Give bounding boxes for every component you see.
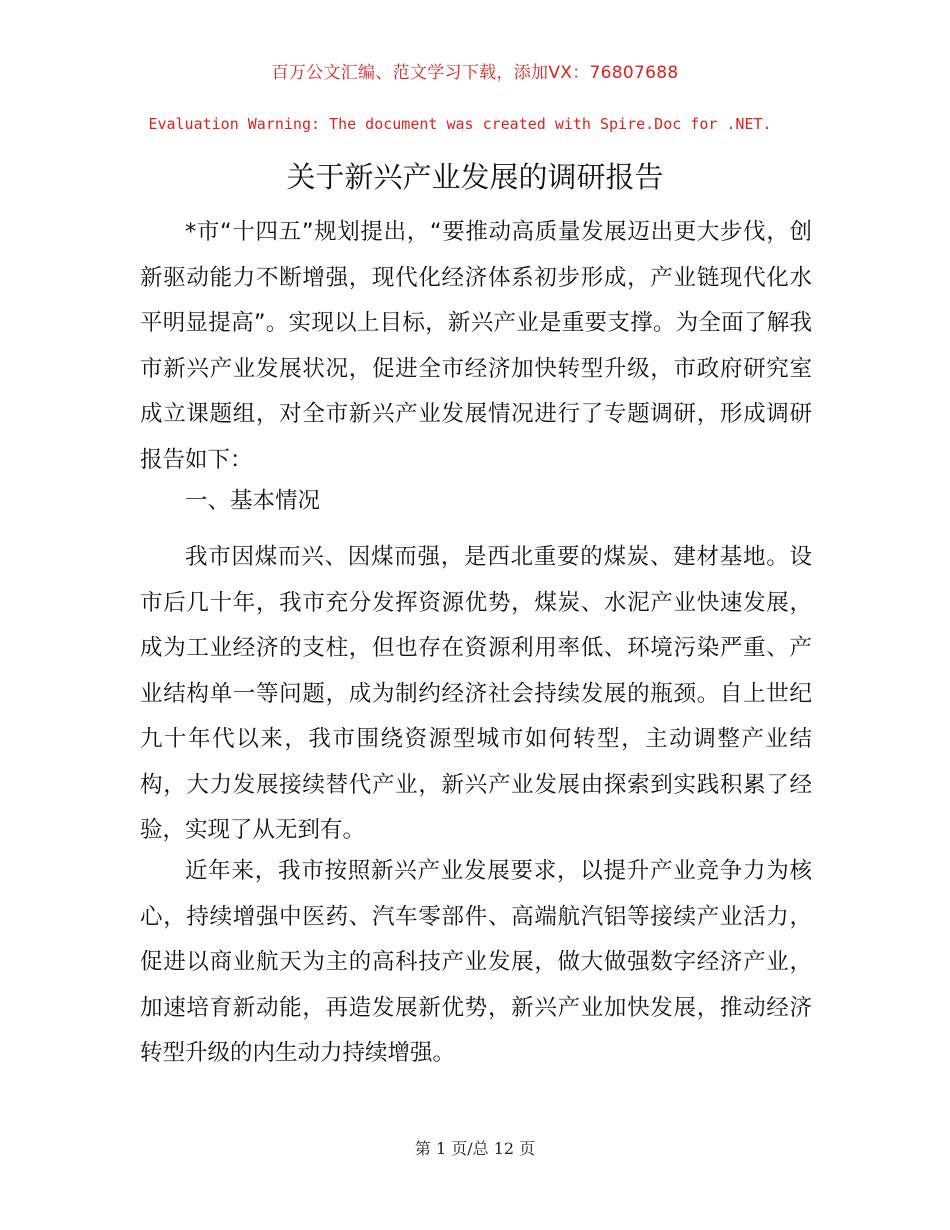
paragraph-history: 我市因煤而兴、因煤而强，是西北重要的煤炭、建材基地。设市后几十年，我市充分发挥资源优势，煤炭、水泥产业快速发展，成为工业经济的支柱，但也存在资源利用率低、环境污染严重、产业结构单一等问题，成为制约经济社会持续发展的瓶颈。自上世纪九十年代以来，我市围绕资源型城市如何转型，主动调整产业结构，大力发展接续替代产业，新兴产业发展由探索到实践积累了经验，实现了从无到有。: [140, 544, 812, 843]
paragraph-intro: *市“十四五”规划提出，“要推动高质量发展迈出更大步伐，创新驱动能力不断增强，现代化经济体系初步形成，产业链现代化水平明显提高”。实现以上目标，新兴产业是重要支撑。为全面了解我市新兴产业发展状况，促进全市经济加快转型升级，市政府研究室成立课题组，对全市新兴产业发展情况进行了专题调研，形成调研报告如下：: [140, 219, 812, 473]
paragraph-recent-years: 近年来，我市按照新兴产业发展要求，以提升产业竞争力为核心，持续增强中医药、汽车零部件、高端航汽铝等接续产业活力，促进以商业航天为主的高科技产业发展，做大做强数字经济产业，加速培育新动能，再造发展新优势，新兴产业加快发展，推动经济转型升级的内生动力持续增强。: [140, 858, 812, 1066]
document-title: 关于新兴产业发展的调研报告: [286, 160, 664, 194]
header-banner: 百万公文汇编、范文学习下载，添加VX：76807688: [271, 63, 679, 83]
section-heading-basic-situation: 一、基本情况: [185, 488, 321, 514]
page-footer: 第 1 页/总 12 页: [414, 1139, 536, 1158]
evaluation-warning: Evaluation Warning: The document was created with Spire.Doc for .NET.: [148, 115, 772, 133]
